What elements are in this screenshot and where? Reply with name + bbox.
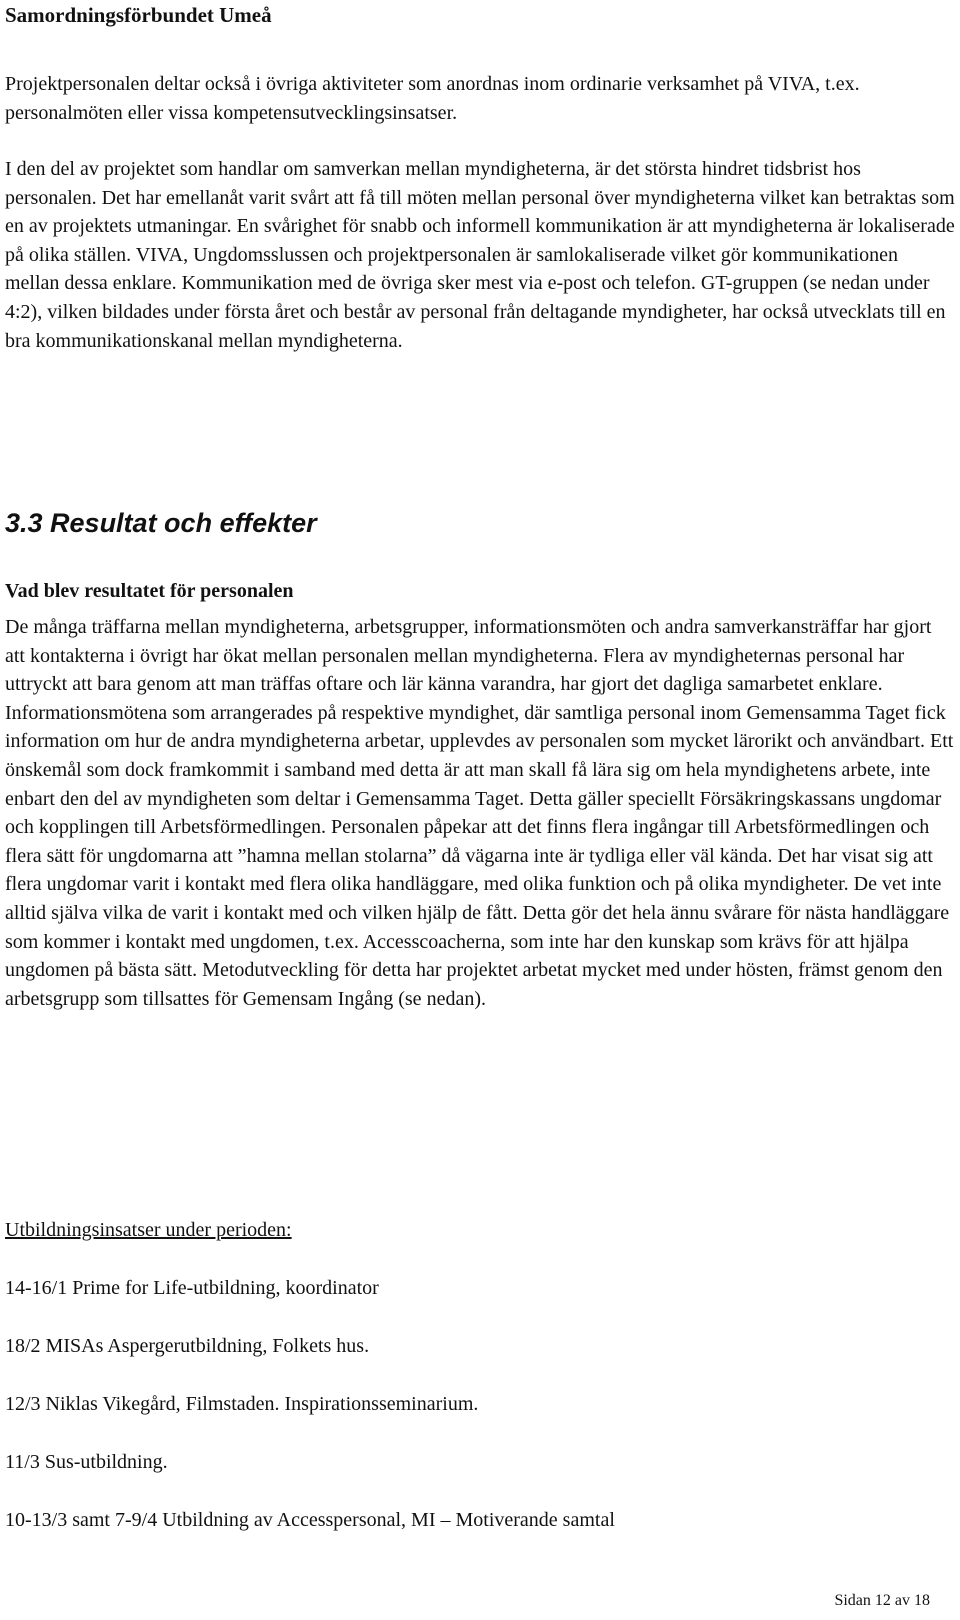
paragraph-intro: Projektpersonalen deltar också i övriga aktiviteter som anordnas inom ordinarie verksamhet på VIVA, t.ex. personalmöten eller vissa kompetensutvecklingsinsatser.	[5, 73, 860, 124]
training-item: 10-13/3 samt 7-9/4 Utbildning av Accesspersonal, MI – Motiverande samtal	[5, 1509, 615, 1531]
section-subheading: Vad blev resultatet för personalen	[5, 580, 294, 602]
training-item: 18/2 MISAs Aspergerutbildning, Folkets hus.	[5, 1335, 370, 1357]
training-item: 12/3 Niklas Vikegård, Filmstaden. Inspirationsseminarium.	[5, 1393, 479, 1415]
training-item: 14-16/1 Prime for Life-utbildning, koordinator	[5, 1277, 379, 1299]
page-number: Sidan 12 av 18	[834, 1592, 930, 1609]
document-header: Samordningsförbundet Umeå	[5, 3, 272, 27]
training-list	[5, 1274, 615, 1564]
training-list-title: Utbildningsinsatser under perioden:	[5, 1219, 292, 1241]
section-heading: 3.3 Resultat och effekter	[5, 508, 317, 538]
training-item: 11/3 Sus-utbildning.	[5, 1451, 168, 1473]
paragraph-collaboration: I den del av projektet som handlar om samverkan mellan myndigheterna, är det största hindret tidsbrist hos personalen. Det har emellanåt varit svårt att få till möten mellan personal över myndigheterna vilket kan betraktas som en av projektets utmaningar. En svårighet för snabb och informell kommunikation är att myndigheterna är lokaliserade på olika ställen. VIVA, Ungdomsslussen och projektpersonalen är samlokaliserade vilket gör kommunikationen mellan dessa enklare. Kommunikation med de övriga sker mest via e-post och telefon. GT-gruppen (se nedan under 4:2), vilken bildades under första året och består av personal från deltagande myndigheter, har också utvecklats till en bra kommunikationskanal mellan myndigheterna.	[5, 158, 955, 352]
paragraph-results: De många träffarna mellan myndigheterna, arbetsgrupper, informationsmöten och andra samverkansträffar har gjort att kontakterna i övrigt har ökat mellan personalen mellan myndigheterna. Flera av myndigheternas personal har uttryckt att bara genom att man träffas oftare och lär känna varandra, har gjort det dagliga samarbetet enklare. Informationsmötena som arrangerades på respektive myndighet, där samtliga personal inom Gemensamma Taget fick information om hur de andra myndigheterna arbetar, upplevdes av personalen som mycket lärorikt och användbart. Ett önskemål som dock framkommit i samband med detta är att man skall få lära sig om hela myndighetens arbete, inte enbart den del av myndigheten som deltar i Gemensamma Taget. Detta gäller speciellt Försäkringskassans ungdomar och kopplingen till Arbetsförmedlingen. Personalen påpekar att det finns flera ingångar till Arbetsförmedlingen och flera sätt för ungdomarna att ”hamna mellan stolarna” då vägarna inte är tydliga eller väl kända. Det har visat sig att flera ungdomar varit i kontakt med flera olika handläggare, med olika funktion och på olika myndigheter. De vet inte alltid själva vilka de varit i kontakt med och vilken hjälp de fått. Detta gör det hela ännu svårare för nästa handläggare som kommer i kontakt med ungdomen, t.ex. Accesscoacherna, som inte har den kunskap som krävs för att hjälpa ungdomen på bästa sätt. Metodutveckling för detta har projektet arbetat mycket med under hösten, främst genom den arbetsgrupp som tillsattes för Gemensam Ingång (se nedan).	[5, 616, 954, 1010]
